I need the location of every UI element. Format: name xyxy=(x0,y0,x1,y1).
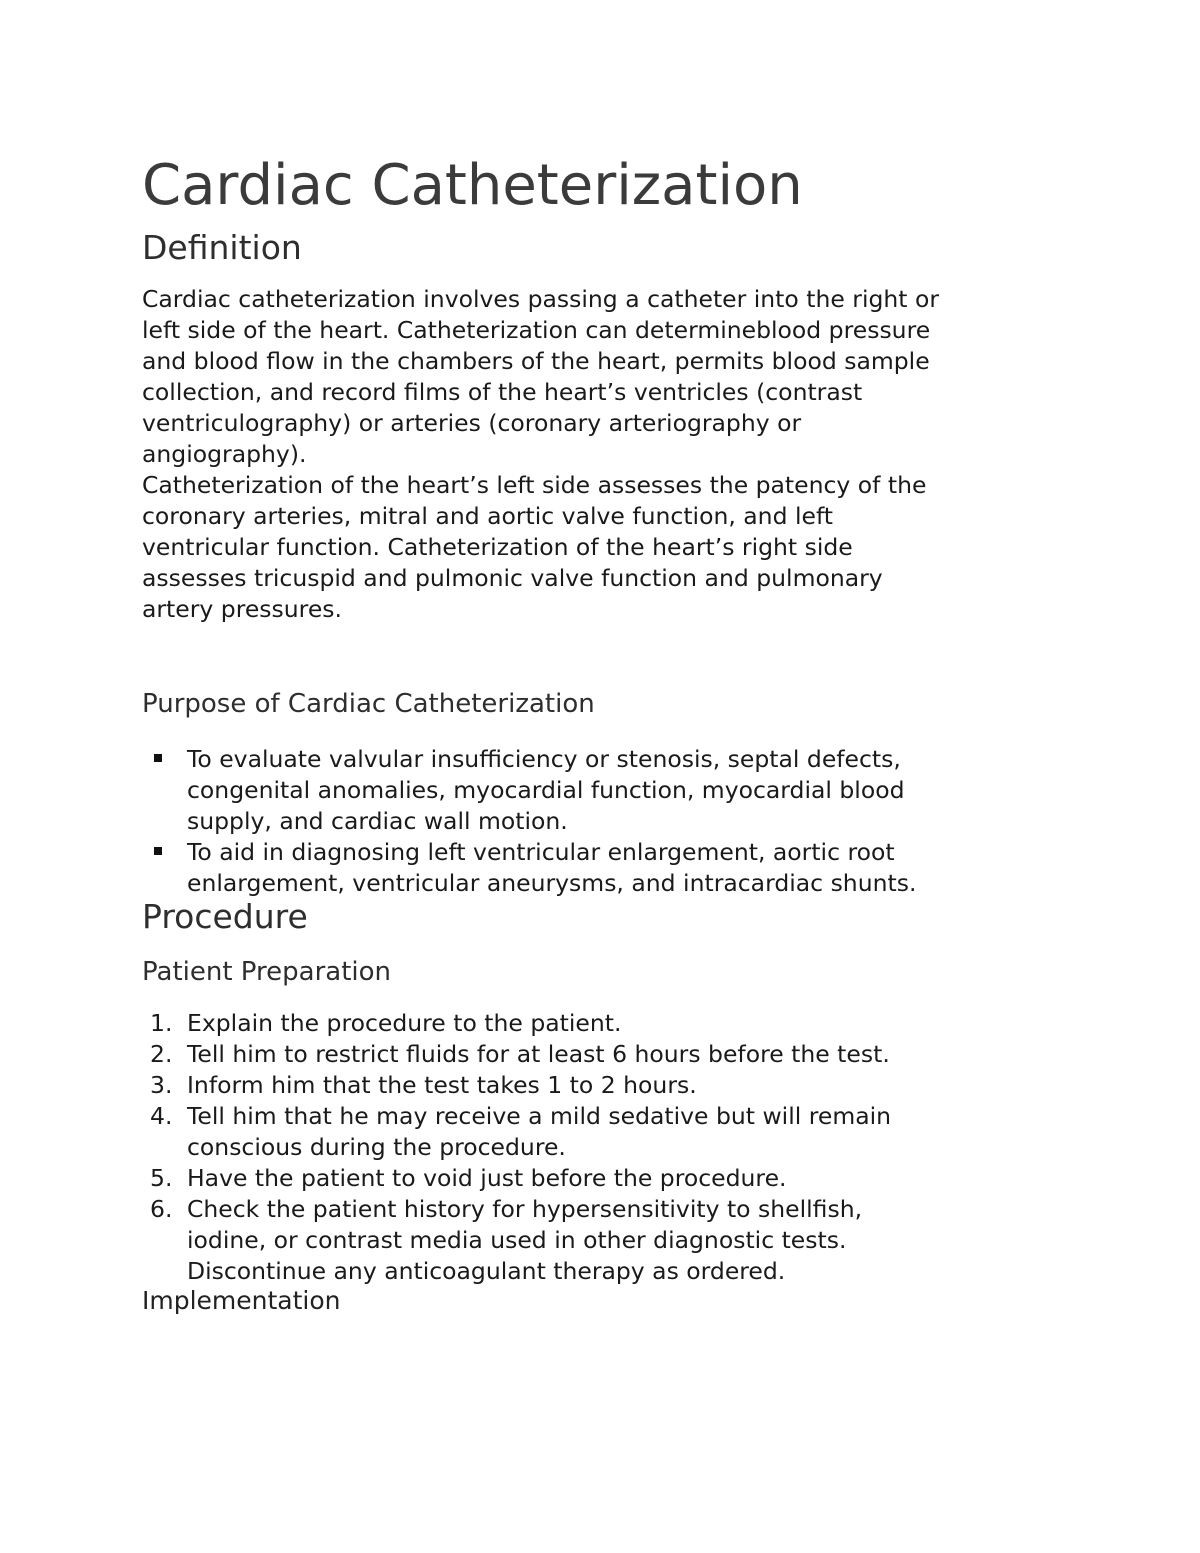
text-line: collection, and record films of the heart’s ventricles (contrast xyxy=(142,378,863,406)
preparation-steps-list xyxy=(142,1008,891,1287)
list-item xyxy=(142,1008,891,1039)
text-line: ventricular function. Catheterization of the heart’s right side xyxy=(142,533,853,561)
text-line: assesses tricuspid and pulmonic valve function and pulmonary xyxy=(142,564,883,592)
definition-paragraph-2 xyxy=(142,470,927,625)
text-line: Tell him to restrict fluids for at least 6 hours before the test. xyxy=(187,1040,890,1068)
list-number: 3. xyxy=(150,1071,173,1099)
square-bullet-icon xyxy=(154,847,162,855)
text-line: iodine, or contrast media used in other diagnostic tests. xyxy=(187,1226,847,1254)
text-line: and blood flow in the chambers of the heart, permits blood sample xyxy=(142,347,930,375)
list-item xyxy=(142,744,916,837)
text-line: Catheterization of the heart’s left side assesses the patency of the xyxy=(142,471,927,499)
implementation-heading: Implementation xyxy=(142,1286,341,1315)
list-number: 6. xyxy=(150,1195,173,1223)
text-line: Explain the procedure to the patient. xyxy=(187,1009,622,1037)
list-number: 4. xyxy=(150,1102,173,1130)
list-number: 5. xyxy=(150,1164,173,1192)
text-line: congenital anomalies, myocardial function, myocardial blood xyxy=(187,776,905,804)
definition-paragraph-1 xyxy=(142,284,939,470)
list-item xyxy=(142,1194,891,1287)
text-line: To evaluate valvular insufficiency or stenosis, septal defects, xyxy=(187,745,901,773)
text-line: angiography). xyxy=(142,440,307,468)
definition-heading: Definition xyxy=(142,228,302,267)
text-line: conscious during the procedure. xyxy=(187,1133,566,1161)
text-line: To aid in diagnosing left ventricular enlargement, aortic root xyxy=(187,838,895,866)
list-item xyxy=(142,1039,891,1070)
purpose-heading: Purpose of Cardiac Catheterization xyxy=(142,689,595,719)
text-line: Check the patient history for hypersensitivity to shellfish, xyxy=(187,1195,863,1223)
patient-preparation-heading: Patient Preparation xyxy=(142,957,391,987)
text-line: Discontinue any anticoagulant therapy as ordered. xyxy=(187,1257,786,1285)
list-item xyxy=(142,1070,891,1101)
text-line: Tell him that he may receive a mild sedative but will remain xyxy=(187,1102,892,1130)
list-number: 1. xyxy=(150,1009,173,1037)
text-line: Cardiac catheterization involves passing a catheter into the right or xyxy=(142,285,940,313)
text-line: Inform him that the test takes 1 to 2 hours. xyxy=(187,1071,697,1099)
list-item xyxy=(142,1163,891,1194)
procedure-heading: Procedure xyxy=(142,897,308,936)
list-number: 2. xyxy=(150,1040,173,1068)
purpose-list xyxy=(142,744,916,899)
text-line: artery pressures. xyxy=(142,595,342,623)
square-bullet-icon xyxy=(154,754,162,762)
text-line: left side of the heart. Catheterization can determineblood pressure xyxy=(142,316,931,344)
text-line: supply, and cardiac wall motion. xyxy=(187,807,568,835)
list-item xyxy=(142,837,916,899)
text-line: Have the patient to void just before the procedure. xyxy=(187,1164,787,1192)
document-title: Cardiac Catheterization xyxy=(142,153,803,218)
text-line: enlargement, ventricular aneurysms, and intracardiac shunts. xyxy=(187,869,917,897)
text-line: ventriculography) or arteries (coronary arteriography or xyxy=(142,409,802,437)
text-line: coronary arteries, mitral and aortic valve function, and left xyxy=(142,502,834,530)
list-item xyxy=(142,1101,891,1163)
